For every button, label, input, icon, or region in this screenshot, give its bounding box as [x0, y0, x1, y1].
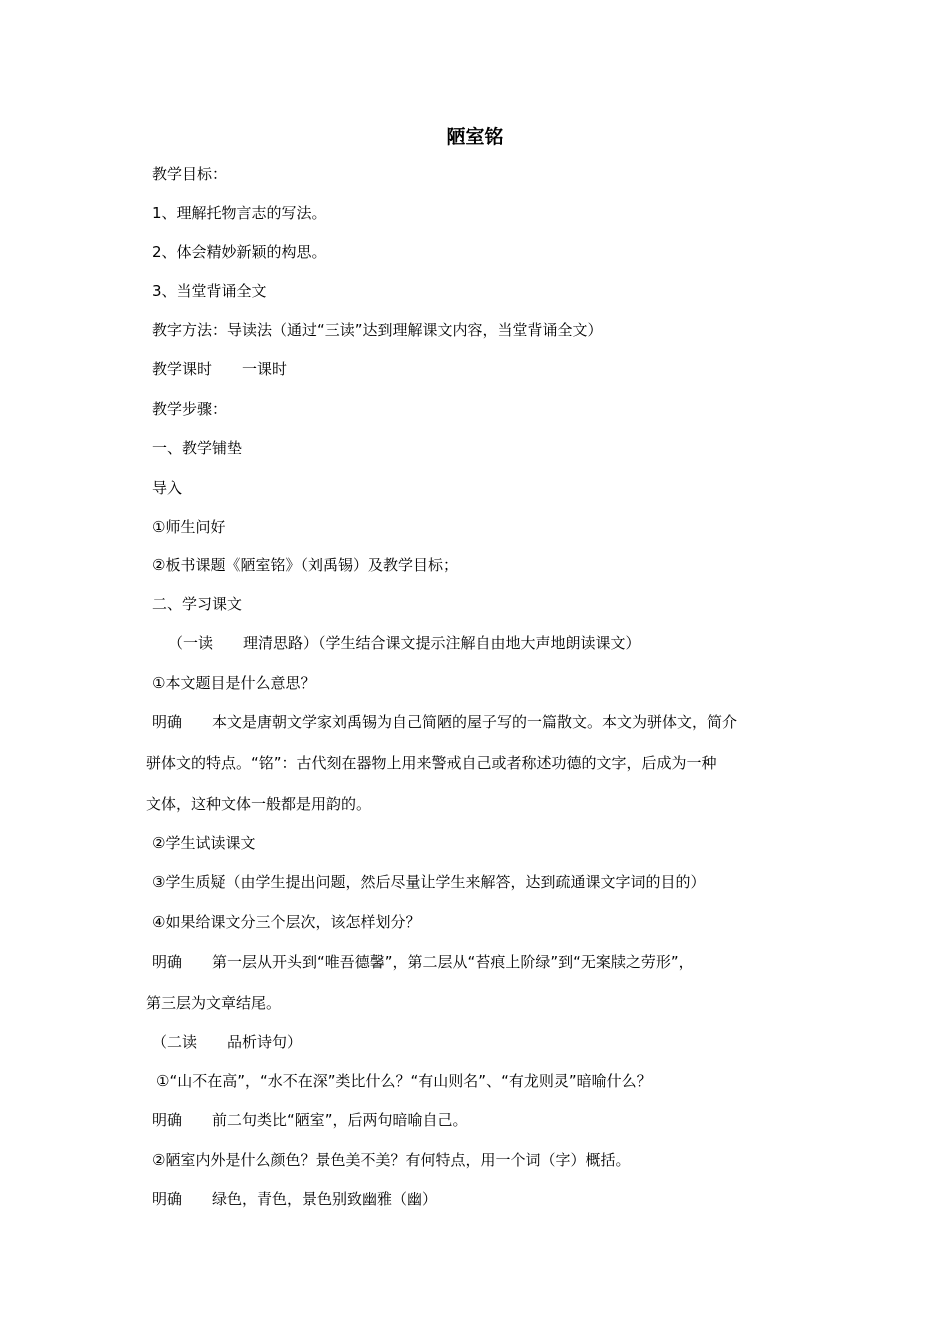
- teaching-hours: 教学课时 一课时: [152, 360, 288, 378]
- answer-paragraph-continued: 骈体文的特点。“铭”：古代刻在器物上用来警戒自己或者称述功德的文字，后成为一种: [146, 754, 717, 772]
- question-item: ②学生试读课文: [152, 834, 256, 852]
- teaching-steps-heading: 教学步骤：: [152, 400, 228, 418]
- section-heading-2: 二、学习课文: [152, 595, 243, 613]
- answer-paragraph-continued: 文体，这种文体一般都是用韵的。: [146, 795, 372, 813]
- document-title: 陋室铭: [446, 126, 504, 148]
- goal-item-1: 1、理解托物言志的写法。: [152, 204, 327, 222]
- second-reading-heading: （二读 品析诗句）: [152, 1033, 303, 1051]
- intro-heading: 导入: [152, 479, 183, 497]
- question-item: ②陋室内外是什么颜色？景色美不美？有何特点，用一个词（字）概括。: [152, 1151, 631, 1169]
- teaching-method: 教字方法：导读法（通过“三读”达到理解课文内容，当堂背诵全文）: [152, 321, 603, 339]
- answer-paragraph: 明确 前二句类比“陋室”，后两句暗喻自己。: [152, 1111, 468, 1129]
- question-item: ④如果给课文分三个层次，该怎样划分？: [152, 913, 421, 931]
- answer-paragraph: 明确 绿色，青色，景色别致幽雅（幽）: [152, 1190, 438, 1208]
- question-item: ③学生质疑（由学生提出问题，然后尽量让学生来解答，达到疏通课文字词的目的）: [152, 873, 706, 891]
- first-reading-heading: （一读 理清思路）（学生结合课文提示注解自由地大声地朗读课文）: [168, 634, 641, 652]
- answer-paragraph-continued: 第三层为文章结尾。: [146, 994, 282, 1012]
- goal-item-2: 2、体会精妙新颖的构思。: [152, 243, 327, 261]
- question-item: ①“山不在高”，“水不在深”类比什么？“有山则名”、“有龙则灵”暗喻什么？: [156, 1072, 652, 1090]
- answer-paragraph: 明确 本文是唐朝文学家刘禹锡为自己简陋的屋子写的一篇散文。本文为骈体文，简介: [152, 713, 738, 731]
- step-item: ②板书课题《陋室铭》（刘禹锡）及教学目标；: [152, 556, 458, 574]
- section-heading-1: 一、教学铺垫: [152, 439, 243, 457]
- answer-paragraph: 明确 第一层从开头到“唯吾德馨”，第二层从“苔痕上阶绿”到“无案牍之劳形”，: [152, 953, 694, 971]
- question-item: ①本文题目是什么意思？: [152, 674, 316, 692]
- teaching-goals-heading: 教学目标：: [152, 165, 228, 183]
- step-item: ①师生问好: [152, 518, 226, 536]
- goal-item-3: 3、当堂背诵全文: [152, 282, 267, 300]
